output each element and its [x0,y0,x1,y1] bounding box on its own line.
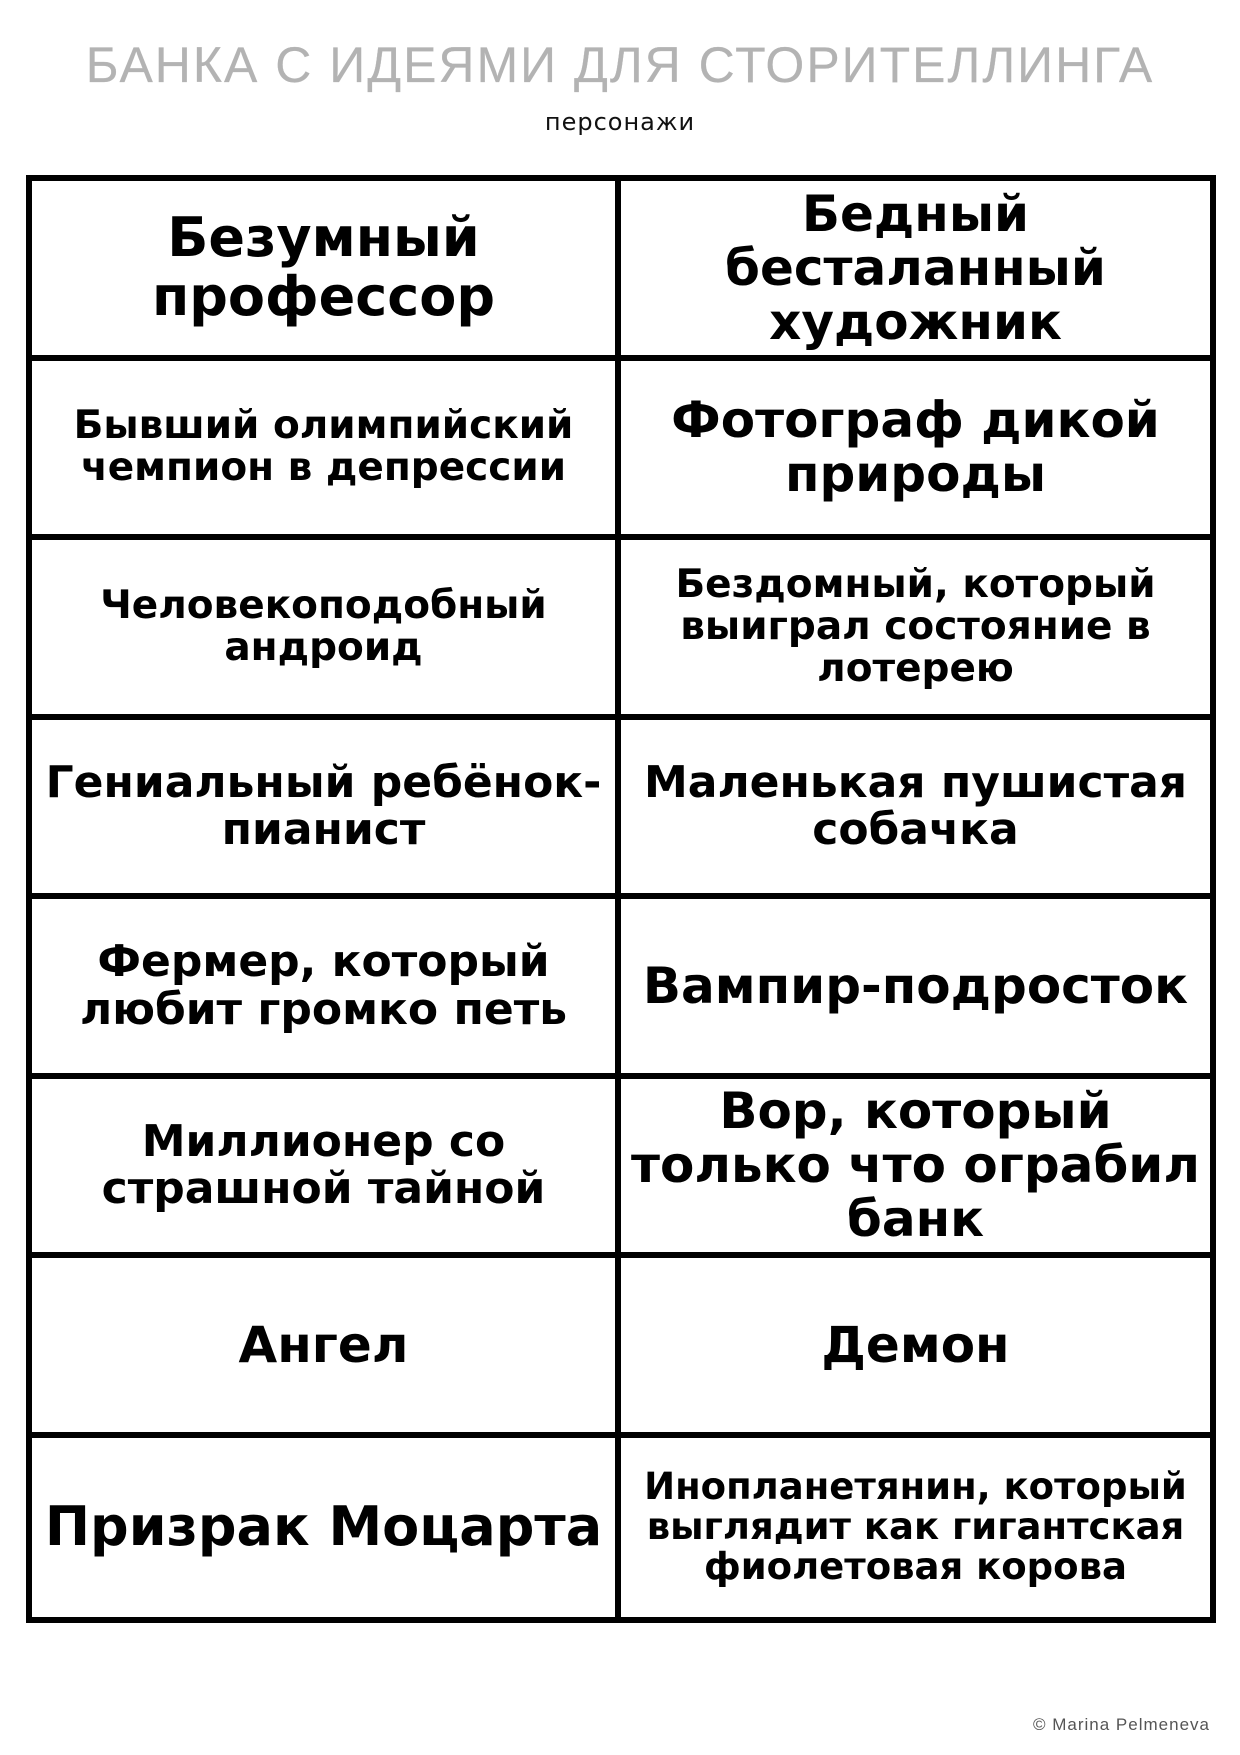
copyright-notice: © Marina Pelmeneva [1033,1715,1210,1734]
character-card-grid [26,175,1216,1623]
character-card: Гениальный ребёнок-пианист [32,720,621,900]
character-card: Фермер, который любит громко петь [32,899,621,1079]
character-card: Призрак Моцарта [32,1438,621,1618]
character-card: Человекоподобный андроид [32,540,621,720]
character-card: Инопланетянин, который выглядит как гигантская фиолетовая корова [644,1465,1187,1589]
character-card: Маленькая пушистая собачка [621,720,1210,900]
character-card: Вор, который только что ограбил банк [621,1079,1210,1259]
character-card: Фотограф дикой природы [621,361,1210,541]
character-card: Миллионер со страшной тайной [32,1079,621,1259]
character-card: Ангел [32,1258,621,1438]
character-card: Бывший олимпийский чемпион в депрессии [32,361,621,541]
character-card: Вампир-подросток [621,899,1210,1079]
page-title: БАНКА С ИДЕЯМИ ДЛЯ СТОРИТЕЛЛИНГА [85,37,1155,93]
character-card: Безумный профессор [32,181,621,361]
character-card: Бездомный, который выиграл состояние в лотерею [621,540,1210,720]
character-card: Демон [621,1258,1210,1438]
character-card: Бедный бесталанный художник [621,181,1210,361]
page-subtitle: персонажи [544,108,696,136]
